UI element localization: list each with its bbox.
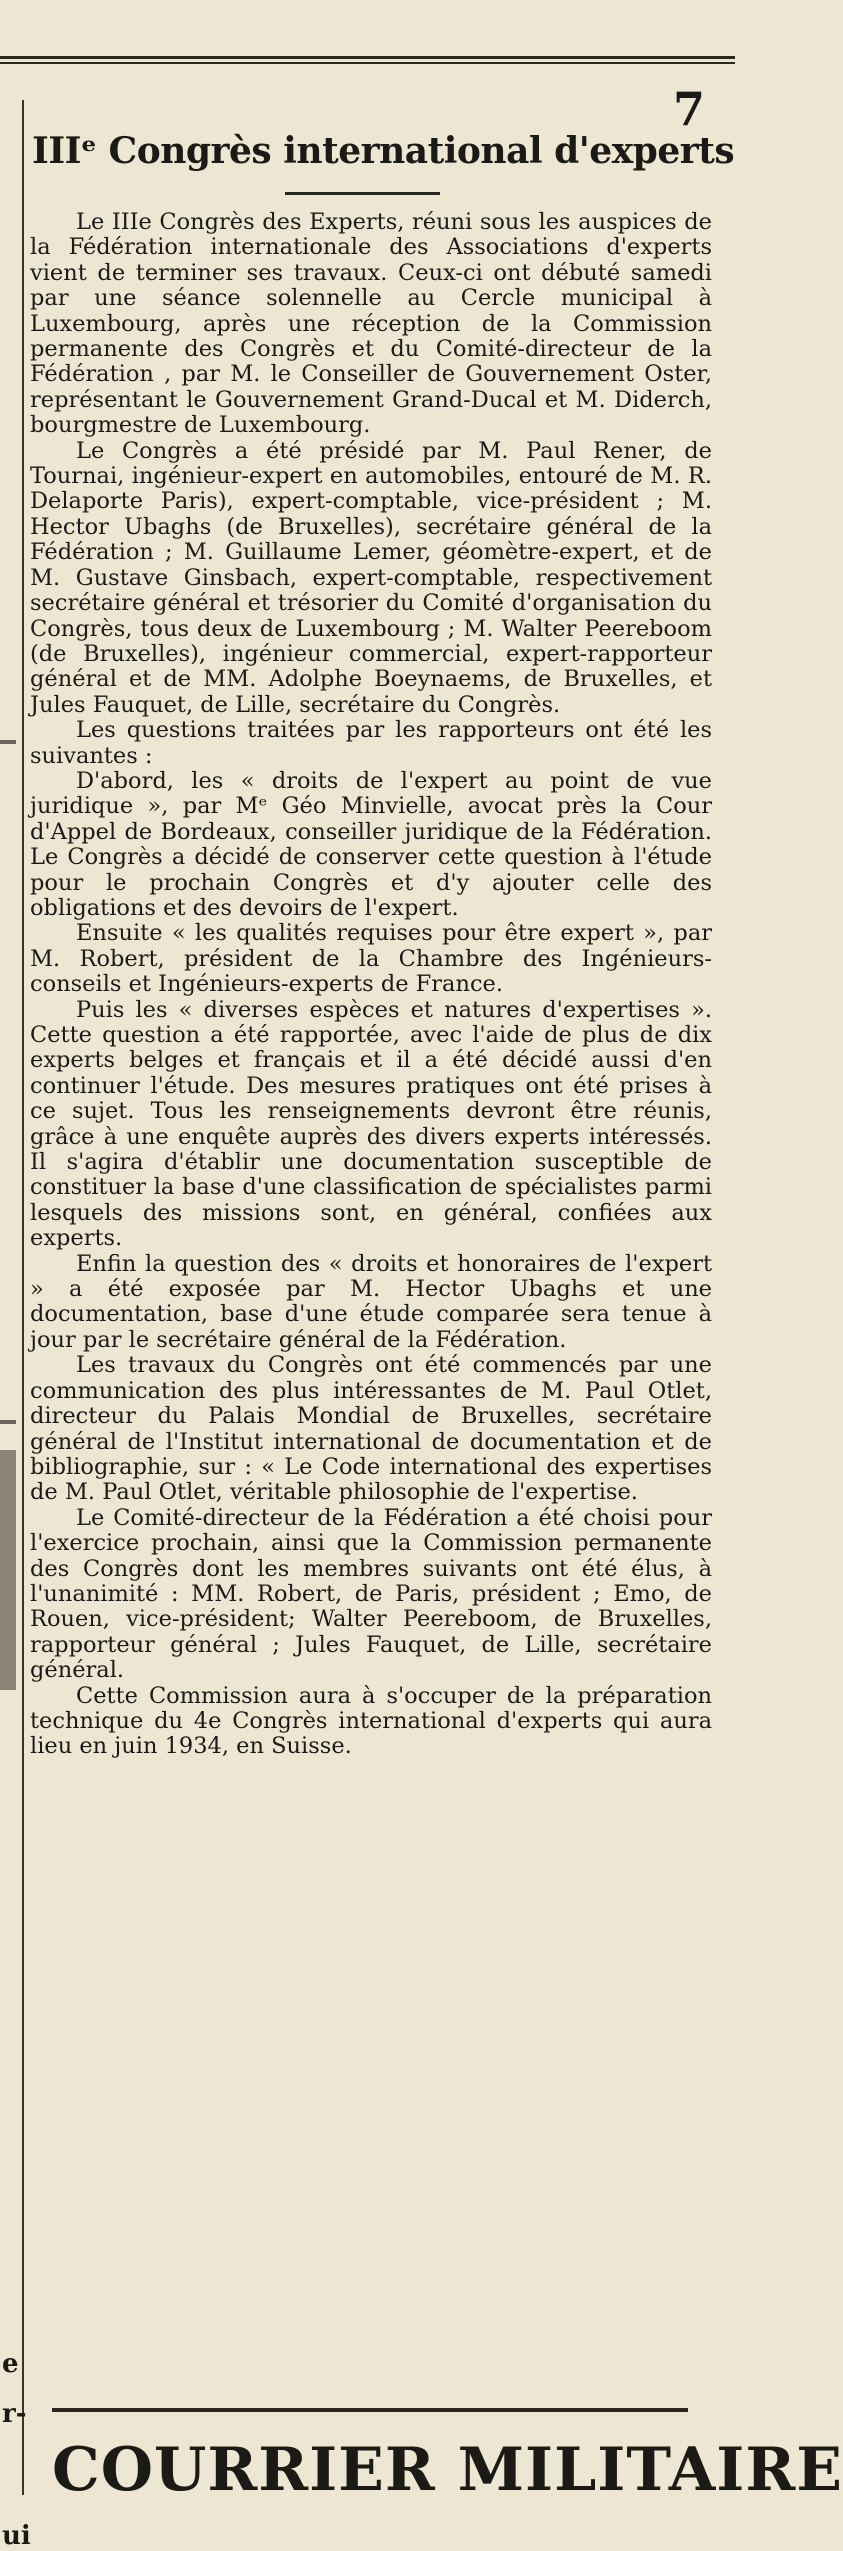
article-headline: IIIᵉ Congrès international d'experts [32, 130, 735, 172]
adjacent-image-edge [0, 1450, 16, 1690]
adjacent-text-fragment: e [2, 2349, 19, 2379]
article-paragraph: Le Congrès a été présidé par M. Paul Rener, de Tournai, ingénieur-expert en automobiles, entouré de M. R. Delaporte Paris), expert-comptable, vice-président ; M. Hector Ubaghs (de Bruxelles), secrétaire général de la Fédération ; M. Guillaume Lemer, géomètre-expert, et de M. Gustave Ginsbach, expert-comptable, respectivement secrétaire général et trésorier du Comité d'organisation du Congrès, tous deux de Luxembourg ; M. Walter Peereboom (de Bruxelles), ingénieur commercial, expert-rapporteur général et de MM. Adolphe Boeynaems, de Bruxelles, et Jules Fauquet, de Lille, secrétaire du Congrès. [30, 437, 712, 718]
adjacent-text-fragment: ui [2, 2521, 31, 2551]
article-body [30, 210, 712, 1760]
article-paragraph: Puis les « diverses espèces et natures d'expertises ». Cette question a été rapportée, avec l'aide de plus de dix experts belges et français et il a été décidé aussi d'en continuer l'étude. Des mesures pratiques ont été prises à ce sujet. Tous les renseignements devront être réunis, grâce à une enquête auprès des divers experts intéressés. Il s'agira d'établir une documentation susceptible de constituer la base d'une classification de spécialistes parmi lesquels des missions sont, en général, confiées aux experts. [30, 996, 712, 1252]
article-paragraph: Le IIIe Congrès des Experts, réuni sous les auspices de la Fédération internationale des Associations d'experts vient de terminer ses travaux. Ceux-ci ont débuté samedi par une séance solennelle au Cercle municipal à Luxembourg, après une réception de la Commission permanente des Congrès et du Comité-directeur de la Fédération , par M. le Conseiller de Gouvernement Oster, représentant le Gouvernement Grand-Ducal et M. Diderch, bourgmestre de Luxembourg. [30, 209, 712, 439]
top-rule [0, 56, 735, 59]
adjacent-rule [0, 740, 16, 744]
article-paragraph: D'abord, les « droits de l'expert au point de vue juridique », par Mᵉ Géo Minvielle, avocat près la Cour d'Appel de Bordeaux, conseiller juridique de la Fédération. Le Congrès a décidé de conserver cette question à l'étude pour le prochain Congrès et d'y ajouter celle des obligations et des devoirs de l'expert. [30, 767, 712, 921]
adjacent-rule [0, 1420, 16, 1424]
article-paragraph: Les questions traitées par les rapporteurs ont été les suivantes : [30, 717, 712, 769]
article-paragraph: Cette Commission aura à s'occuper de la préparation technique du 4e Congrès international d'experts qui aura lieu en juin 1934, en Suisse. [30, 1682, 712, 1760]
headline-rule [285, 192, 440, 195]
adjacent-column-edge [0, 100, 31, 2551]
article-paragraph: Le Comité-directeur de la Fédération a été choisi pour l'exercice prochain, ainsi que la Commission permanente des Congrès dont les membres suivants ont été élus, à l'unanimité : MM. Robert, de Paris, président ; Emo, de Rouen, vice-président; Walter Peereboom, de Bruxelles, rapporteur général ; Jules Fauquet, de Lille, secrétaire général. [30, 1504, 712, 1684]
section-divider [52, 2408, 688, 2412]
top-rule-thin [0, 62, 735, 64]
adjacent-text-fragment: r- [2, 2399, 27, 2429]
page-number: 7 [672, 82, 705, 136]
article-paragraph: Les travaux du Congrès ont été commencés par une communication des plus intéressantes de M. Paul Otlet, directeur du Palais Mondial de Bruxelles, secrétaire général de l'Institut international de documentation et de bibliographie, sur : « Le Code international des expertises de M. Paul Otlet, véritable philosophie de l'expertise. [30, 1352, 712, 1506]
article-paragraph: Enfin la question des « droits et honoraires de l'expert » a été exposée par M. Hector Ubaghs et une documentation, base d'une étude comparée sera tenue à jour par le secrétaire général de la Fédération. [30, 1250, 712, 1353]
next-section-title: COURRIER MILITAIRE [52, 2435, 843, 2505]
article-paragraph: Ensuite « les qualités requises pour être expert », par M. Robert, président de la Chambre des Ingénieurs-conseils et Ingénieurs-experts de France. [30, 920, 712, 998]
